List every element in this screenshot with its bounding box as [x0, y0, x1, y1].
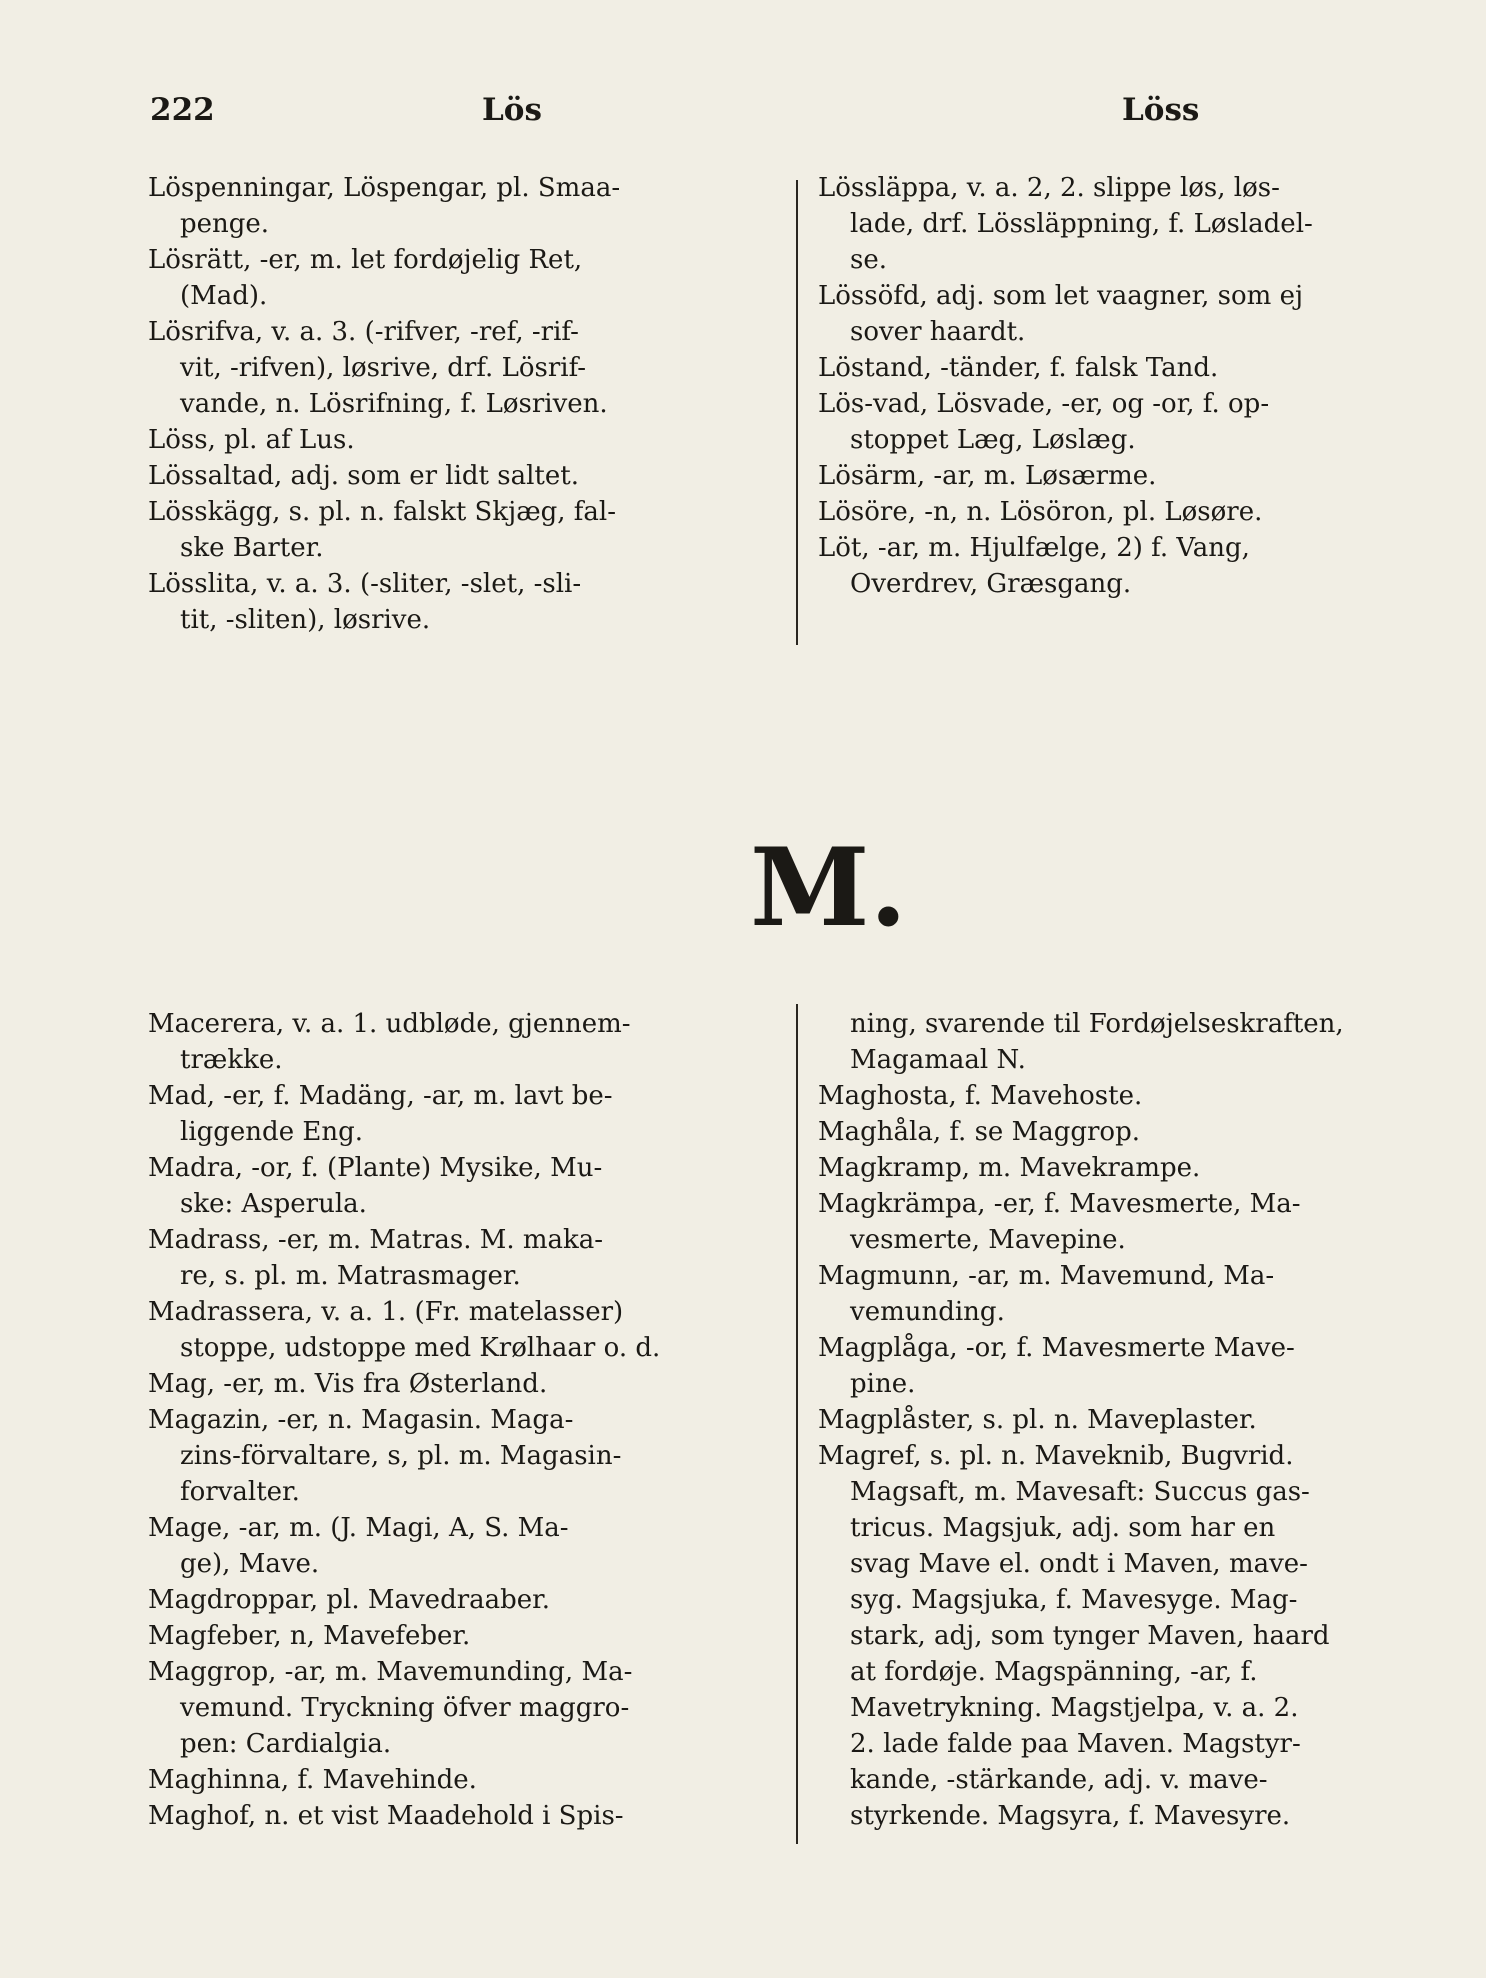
line: syg. Magsjuka, f. Mavesyge. Mag-	[850, 1585, 1298, 1615]
line: penge.	[180, 209, 270, 239]
line: Magamaal N.	[850, 1045, 1026, 1075]
line: Lösrifva, v. a. 3. (-rifver, -ref, -rif-	[148, 317, 579, 347]
line: vit, -rifven), løsrive, drf. Lösrif-	[180, 353, 587, 383]
line: pine.	[850, 1369, 916, 1399]
line: Magfeber, n, Mavefeber.	[148, 1621, 471, 1651]
top-left-column	[148, 170, 780, 638]
line: stark, adj, som tynger Maven, haard	[850, 1621, 1330, 1651]
line: stoppe, udstoppe med Krølhaar o. d.	[180, 1333, 661, 1363]
bottom-right-column	[818, 1006, 1450, 1834]
line: ske Barter.	[180, 533, 324, 563]
guide-word-left: Lös	[482, 92, 542, 128]
line: Lösslita, v. a. 3. (-sliter, -slet, -sli-	[148, 569, 582, 599]
line: Maghof, n. et vist Maadehold i Spis-	[148, 1801, 624, 1831]
line: Maghosta, f. Mavehoste.	[818, 1081, 1143, 1111]
line: Overdrev, Græsgang.	[850, 569, 1132, 599]
line: Lössaltad, adj. som er lidt saltet.	[148, 461, 579, 491]
bottom-left-column	[148, 1006, 780, 1834]
line: lade, drf. Lössläppning, f. Løsladel-	[850, 209, 1313, 239]
line: Löstand, -tänder, f. falsk Tand.	[818, 353, 1219, 383]
line: se.	[850, 245, 887, 275]
line: vande, n. Lösrifning, f. Løsriven.	[180, 389, 608, 419]
line: Maghåla, f. se Maggrop.	[818, 1117, 1140, 1147]
column-divider-top	[796, 180, 798, 645]
line: Lössläppa, v. a. 2, 2. slippe løs, løs-	[818, 173, 1280, 203]
line: Lösöre, -n, n. Lösöron, pl. Løsøre.	[818, 497, 1263, 527]
top-right-column	[818, 170, 1450, 602]
line: Lös-vad, Lösvade, -er, og -or, f. op-	[818, 389, 1270, 419]
line: pen: Cardialgia.	[180, 1729, 392, 1759]
line: Magsaft, m. Mavesaft: Succus gas-	[850, 1477, 1310, 1507]
line: stoppet Læg, Løslæg.	[850, 425, 1136, 455]
line: Magkrämpa, -er, f. Mavesmerte, Ma-	[818, 1189, 1301, 1219]
line: tricus. Magsjuk, adj. som har en	[850, 1513, 1276, 1543]
line: Magplåga, -or, f. Mavesmerte Mave-	[818, 1333, 1295, 1363]
page-header	[0, 92, 1486, 142]
line: Magref, s. pl. n. Maveknib, Bugvrid.	[818, 1441, 1294, 1471]
line: Magazin, -er, n. Magasin. Maga-	[148, 1405, 574, 1435]
line: kande, -stärkande, adj. v. mave-	[850, 1765, 1268, 1795]
line: ge), Mave.	[180, 1549, 320, 1579]
line: styrkende. Magsyra, f. Mavesyre.	[850, 1801, 1291, 1831]
section-letter: M.	[750, 825, 908, 951]
line: Magplåster, s. pl. n. Maveplaster.	[818, 1405, 1257, 1435]
line: Lösskägg, s. pl. n. falskt Skjæg, fal-	[148, 497, 617, 527]
line: vemunding.	[850, 1297, 1005, 1327]
line: sover haardt.	[850, 317, 1026, 347]
line: liggende Eng.	[180, 1117, 363, 1147]
line: Mage, -ar, m. (J. Magi, A, S. Ma-	[148, 1513, 569, 1543]
line: Madrass, -er, m. Matras. M. maka-	[148, 1225, 604, 1255]
line: trække.	[180, 1045, 283, 1075]
line: forvalter.	[180, 1477, 300, 1507]
line: Madrassera, v. a. 1. (Fr. matelasser)	[148, 1297, 624, 1327]
line: Löss, pl. af Lus.	[148, 425, 355, 455]
line: ske: Asperula.	[180, 1189, 367, 1219]
guide-word-right: Löss	[1122, 92, 1200, 128]
line: Lössöfd, adj. som let vaagner, som ej	[818, 281, 1304, 311]
line: 2. lade falde paa Maven. Magstyr-	[850, 1729, 1301, 1759]
line: Maggrop, -ar, m. Mavemunding, Ma-	[148, 1657, 633, 1687]
line: Maghinna, f. Mavehinde.	[148, 1765, 477, 1795]
line: re, s. pl. m. Matrasmager.	[180, 1261, 521, 1291]
page-number: 222	[150, 92, 215, 128]
line: svag Mave el. ondt i Maven, mave-	[850, 1549, 1308, 1579]
line: Magdroppar, pl. Mavedraaber.	[148, 1585, 551, 1615]
line: Magkramp, m. Mavekrampe.	[818, 1153, 1201, 1183]
line: Magmunn, -ar, m. Mavemund, Ma-	[818, 1261, 1275, 1291]
line: tit, -sliten), løsrive.	[180, 605, 431, 635]
line: vemund. Tryckning öfver maggro-	[180, 1693, 630, 1723]
line: Lösrätt, -er, m. let fordøjelig Ret,	[148, 245, 583, 275]
line: Löt, -ar, m. Hjulfælge, 2) f. Vang,	[818, 533, 1250, 563]
line: Mag, -er, m. Vis fra Østerland.	[148, 1369, 548, 1399]
line: Löspenningar, Löspengar, pl. Smaa-	[148, 173, 621, 203]
line: Madra, -or, f. (Plante) Mysike, Mu-	[148, 1153, 603, 1183]
line: vesmerte, Mavepine.	[850, 1225, 1126, 1255]
line: at fordøje. Magspänning, -ar, f.	[850, 1657, 1258, 1687]
line: Mavetrykning. Magstjelpa, v. a. 2.	[850, 1693, 1299, 1723]
line: Mad, -er, f. Madäng, -ar, m. lavt be-	[148, 1081, 613, 1111]
line: ning, svarende til Fordøjelseskraften,	[850, 1009, 1344, 1039]
line: zins-förvaltare, s, pl. m. Magasin-	[180, 1441, 622, 1471]
column-divider-bottom	[796, 1004, 798, 1844]
line: Lösärm, -ar, m. Løsærme.	[818, 461, 1157, 491]
line: (Mad).	[180, 281, 268, 311]
line: Macerera, v. a. 1. udbløde, gjennem-	[148, 1009, 631, 1039]
